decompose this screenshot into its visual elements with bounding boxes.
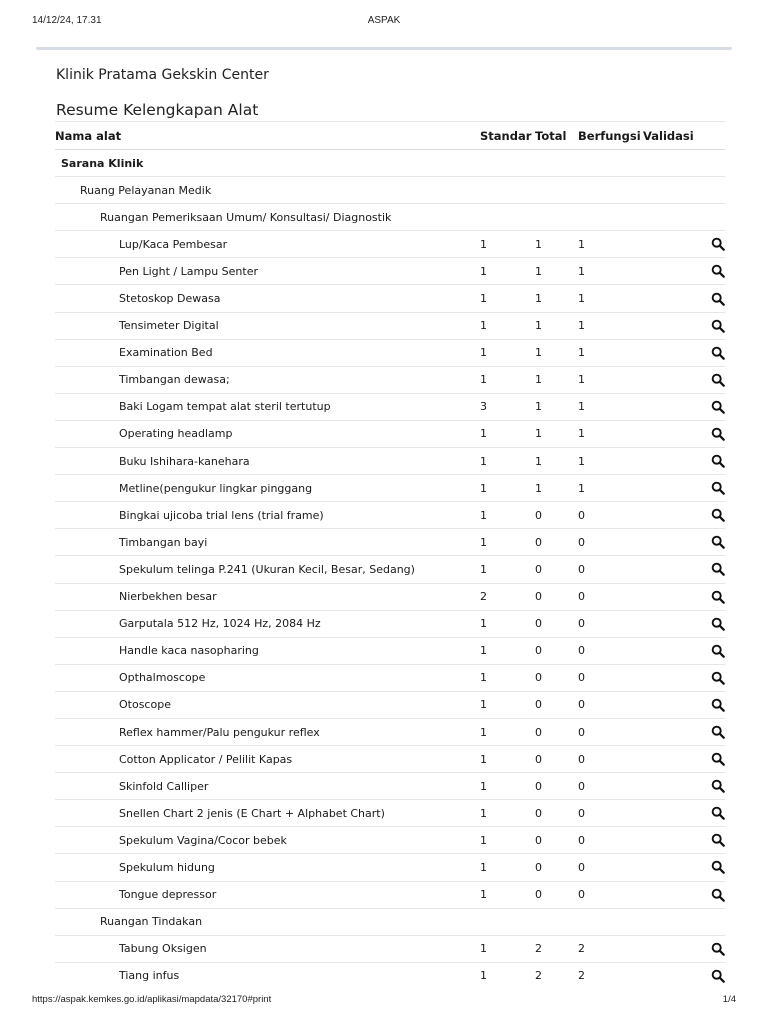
berfungsi-value: 0 [578, 556, 643, 583]
col-header-validasi: Validasi [643, 122, 725, 150]
validasi-cell [643, 854, 725, 881]
validasi-cell [643, 800, 725, 827]
table-row [55, 231, 725, 258]
standar-value: 1 [480, 339, 535, 366]
table-row [55, 393, 725, 420]
equipment-name: Reflex hammer/Palu pengukur reflex [55, 718, 480, 745]
col-header-name: Nama alat [55, 122, 480, 150]
group-name: Ruangan Pemeriksaan Umum/ Konsultasi/ Diagnostik [55, 204, 480, 231]
validasi-cell [643, 664, 725, 691]
table-row [55, 800, 725, 827]
search-icon[interactable] [711, 292, 725, 306]
table-row [55, 285, 725, 312]
standar-value: 1 [480, 366, 535, 393]
empty-cell [643, 204, 725, 231]
table-row [55, 935, 725, 962]
standar-value: 1 [480, 800, 535, 827]
equipment-name: Snellen Chart 2 jenis (E Chart + Alphabet Chart) [55, 800, 480, 827]
validasi-cell [643, 691, 725, 718]
berfungsi-value: 1 [578, 475, 643, 502]
validasi-cell [643, 393, 725, 420]
standar-value: 2 [480, 583, 535, 610]
standar-value: 1 [480, 664, 535, 691]
equipment-name: Pen Light / Lampu Senter [55, 258, 480, 285]
validasi-cell [643, 339, 725, 366]
total-value: 0 [535, 637, 578, 664]
equipment-name: Timbangan bayi [55, 529, 480, 556]
validasi-cell [643, 556, 725, 583]
total-value: 1 [535, 339, 578, 366]
print-footer [32, 994, 736, 1008]
standar-value: 1 [480, 691, 535, 718]
total-value: 1 [535, 366, 578, 393]
berfungsi-value: 1 [578, 448, 643, 475]
standar-value: 3 [480, 393, 535, 420]
search-icon[interactable] [711, 427, 725, 441]
berfungsi-value: 0 [578, 881, 643, 908]
total-value: 0 [535, 529, 578, 556]
total-value: 0 [535, 556, 578, 583]
total-value: 0 [535, 800, 578, 827]
empty-cell [643, 908, 725, 935]
total-value: 0 [535, 691, 578, 718]
search-icon[interactable] [711, 373, 725, 387]
col-header-standar: Standar [480, 122, 535, 150]
berfungsi-value: 0 [578, 529, 643, 556]
empty-cell [480, 204, 535, 231]
berfungsi-value: 1 [578, 339, 643, 366]
validasi-cell [643, 529, 725, 556]
equipment-name: Handle kaca nasopharing [55, 637, 480, 664]
col-header-total: Total [535, 122, 578, 150]
equipment-name: Metline(pengukur lingkar pinggang [55, 475, 480, 502]
table-row [55, 502, 725, 529]
group-name: Sarana Klinik [55, 150, 480, 177]
table-row [55, 610, 725, 637]
empty-cell [578, 150, 643, 177]
standar-value: 1 [480, 827, 535, 854]
table-row [55, 637, 725, 664]
berfungsi-value: 1 [578, 420, 643, 447]
empty-cell [535, 908, 578, 935]
group-row [55, 204, 725, 231]
print-header [32, 15, 736, 31]
search-icon[interactable] [711, 454, 725, 468]
berfungsi-value: 1 [578, 366, 643, 393]
table-header-row [55, 122, 725, 150]
table-body [55, 150, 725, 989]
empty-cell [643, 177, 725, 204]
search-icon[interactable] [711, 535, 725, 549]
validasi-cell [643, 718, 725, 745]
berfungsi-value: 0 [578, 610, 643, 637]
empty-cell [578, 204, 643, 231]
clinic-name: Klinik Pratama Gekskin Center [56, 67, 269, 83]
validasi-cell [643, 475, 725, 502]
search-icon[interactable] [711, 888, 725, 902]
standar-value: 1 [480, 935, 535, 962]
table-row [55, 854, 725, 881]
total-value: 1 [535, 393, 578, 420]
berfungsi-value: 0 [578, 718, 643, 745]
validasi-cell [643, 881, 725, 908]
table-row [55, 691, 725, 718]
equipment-name: Tensimeter Digital [55, 312, 480, 339]
validasi-cell [643, 285, 725, 312]
standar-value: 1 [480, 475, 535, 502]
equipment-name: Tiang infus [55, 962, 480, 989]
validasi-cell [643, 962, 725, 989]
total-value: 1 [535, 312, 578, 339]
validasi-cell [643, 827, 725, 854]
col-header-berfungsi: Berfungsi [578, 122, 643, 150]
table-row [55, 583, 725, 610]
berfungsi-value: 1 [578, 231, 643, 258]
total-value: 0 [535, 746, 578, 773]
empty-cell [480, 177, 535, 204]
validasi-cell [643, 420, 725, 447]
standar-value: 1 [480, 637, 535, 664]
equipment-name: Buku Ishihara-kanehara [55, 448, 480, 475]
empty-cell [578, 177, 643, 204]
equipment-name: Skinfold Calliper [55, 773, 480, 800]
search-icon[interactable] [711, 806, 725, 820]
search-icon[interactable] [711, 644, 725, 658]
total-value: 0 [535, 583, 578, 610]
table-row [55, 827, 725, 854]
total-value: 1 [535, 231, 578, 258]
total-value: 0 [535, 854, 578, 881]
total-value: 0 [535, 827, 578, 854]
standar-value: 1 [480, 773, 535, 800]
standar-value: 1 [480, 448, 535, 475]
validasi-cell [643, 637, 725, 664]
total-value: 1 [535, 420, 578, 447]
equipment-name: Lup/Kaca Pembesar [55, 231, 480, 258]
equipment-name: Opthalmoscope [55, 664, 480, 691]
total-value: 0 [535, 610, 578, 637]
standar-value: 1 [480, 258, 535, 285]
standar-value: 1 [480, 746, 535, 773]
equipment-name: Tabung Oksigen [55, 935, 480, 962]
search-icon[interactable] [711, 319, 725, 333]
standar-value: 1 [480, 502, 535, 529]
validasi-cell [643, 935, 725, 962]
total-value: 0 [535, 502, 578, 529]
search-icon[interactable] [711, 590, 725, 604]
table-row [55, 475, 725, 502]
search-icon[interactable] [711, 698, 725, 712]
equipment-name: Otoscope [55, 691, 480, 718]
standar-value: 1 [480, 610, 535, 637]
table-row [55, 773, 725, 800]
berfungsi-value: 0 [578, 637, 643, 664]
group-row [55, 150, 725, 177]
validasi-cell [643, 583, 725, 610]
search-icon[interactable] [711, 942, 725, 956]
group-row [55, 177, 725, 204]
table-row [55, 366, 725, 393]
berfungsi-value: 0 [578, 691, 643, 718]
equipment-name: Spekulum hidung [55, 854, 480, 881]
empty-cell [535, 150, 578, 177]
total-value: 1 [535, 285, 578, 312]
berfungsi-value: 0 [578, 773, 643, 800]
validasi-cell [643, 773, 725, 800]
standar-value: 1 [480, 285, 535, 312]
validasi-cell [643, 448, 725, 475]
total-value: 0 [535, 664, 578, 691]
search-icon[interactable] [711, 779, 725, 793]
total-value: 0 [535, 881, 578, 908]
equipment-name: Tongue depressor [55, 881, 480, 908]
print-page-title: ASPAK [367, 15, 401, 26]
total-value: 2 [535, 935, 578, 962]
page-title: Resume Kelengkapan Alat [56, 101, 259, 119]
table-row [55, 312, 725, 339]
group-row [55, 908, 725, 935]
total-value: 0 [535, 773, 578, 800]
validasi-cell [643, 231, 725, 258]
page-number: 1/4 [722, 994, 736, 1005]
group-name: Ruangan Tindakan [55, 908, 480, 935]
standar-value: 1 [480, 231, 535, 258]
empty-cell [480, 150, 535, 177]
standar-value: 1 [480, 881, 535, 908]
berfungsi-value: 1 [578, 312, 643, 339]
table-row [55, 746, 725, 773]
standar-value: 1 [480, 312, 535, 339]
berfungsi-value: 0 [578, 664, 643, 691]
table-row [55, 556, 725, 583]
validasi-cell [643, 366, 725, 393]
group-name: Ruang Pelayanan Medik [55, 177, 480, 204]
validasi-cell [643, 312, 725, 339]
standar-value: 1 [480, 529, 535, 556]
table-row [55, 718, 725, 745]
table-row [55, 339, 725, 366]
berfungsi-value: 1 [578, 258, 643, 285]
print-datetime: 14/12/24, 17.31 [32, 15, 102, 26]
equipment-name: Timbangan dewasa; [55, 366, 480, 393]
berfungsi-value: 0 [578, 827, 643, 854]
search-icon[interactable] [711, 860, 725, 874]
total-value: 1 [535, 258, 578, 285]
empty-cell [578, 908, 643, 935]
validasi-cell [643, 610, 725, 637]
equipment-name: Examination Bed [55, 339, 480, 366]
search-icon[interactable] [711, 725, 725, 739]
berfungsi-value: 0 [578, 746, 643, 773]
standar-value: 1 [480, 854, 535, 881]
equipment-name: Stetoskop Dewasa [55, 285, 480, 312]
equipment-name: Nierbekhen besar [55, 583, 480, 610]
total-value: 2 [535, 962, 578, 989]
validasi-cell [643, 746, 725, 773]
equipment-table [55, 121, 725, 989]
total-value: 0 [535, 718, 578, 745]
equipment-name: Bingkai ujicoba trial lens (trial frame) [55, 502, 480, 529]
table-row [55, 420, 725, 447]
equipment-name: Spekulum Vagina/Cocor bebek [55, 827, 480, 854]
equipment-name: Spekulum telinga P.241 (Ukuran Kecil, Besar, Sedang) [55, 556, 480, 583]
table-row [55, 258, 725, 285]
validasi-cell [643, 502, 725, 529]
search-icon[interactable] [711, 833, 725, 847]
table-row [55, 529, 725, 556]
table-row [55, 881, 725, 908]
search-icon[interactable] [711, 237, 725, 251]
equipment-name: Cotton Applicator / Pelilit Kapas [55, 746, 480, 773]
standar-value: 1 [480, 420, 535, 447]
berfungsi-value: 0 [578, 502, 643, 529]
total-value: 1 [535, 448, 578, 475]
table-row [55, 448, 725, 475]
page-url: https://aspak.kemkes.go.id/aplikasi/mapdata/32170#print [32, 994, 272, 1005]
empty-cell [535, 177, 578, 204]
berfungsi-value: 1 [578, 393, 643, 420]
berfungsi-value: 0 [578, 854, 643, 881]
search-icon[interactable] [711, 562, 725, 576]
search-icon[interactable] [711, 264, 725, 278]
search-icon[interactable] [711, 671, 725, 685]
berfungsi-value: 2 [578, 962, 643, 989]
equipment-name: Garputala 512 Hz, 1024 Hz, 2084 Hz [55, 610, 480, 637]
empty-cell [480, 908, 535, 935]
total-value: 1 [535, 475, 578, 502]
berfungsi-value: 0 [578, 583, 643, 610]
search-icon[interactable] [711, 481, 725, 495]
table-row [55, 962, 725, 989]
equipment-name: Operating headlamp [55, 420, 480, 447]
berfungsi-value: 2 [578, 935, 643, 962]
validasi-cell [643, 258, 725, 285]
search-icon[interactable] [711, 346, 725, 360]
standar-value: 1 [480, 962, 535, 989]
standar-value: 1 [480, 556, 535, 583]
standar-value: 1 [480, 718, 535, 745]
divider [36, 47, 732, 50]
search-icon[interactable] [711, 752, 725, 766]
search-icon[interactable] [711, 617, 725, 631]
equipment-name: Baki Logam tempat alat steril tertutup [55, 393, 480, 420]
search-icon[interactable] [711, 508, 725, 522]
berfungsi-value: 1 [578, 285, 643, 312]
empty-cell [535, 204, 578, 231]
search-icon[interactable] [711, 400, 725, 414]
table-row [55, 664, 725, 691]
search-icon[interactable] [711, 969, 725, 983]
berfungsi-value: 0 [578, 800, 643, 827]
empty-cell [643, 150, 725, 177]
